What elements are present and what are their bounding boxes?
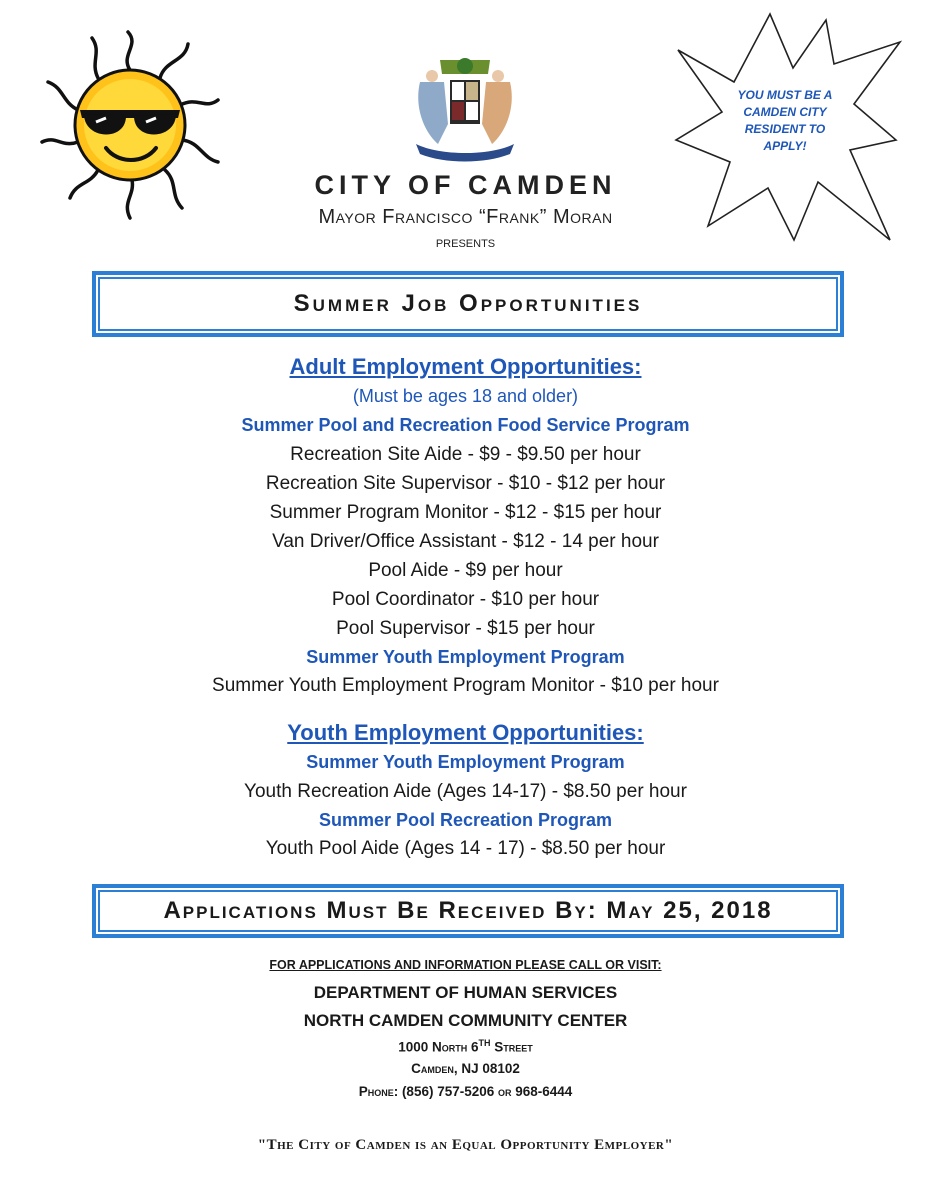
adult-program-2-name: Summer Youth Employment Program (306, 647, 625, 667)
city-title: CITY OF CAMDEN (314, 170, 617, 200)
department-name: DEPARTMENT OF HUMAN SERVICES (313, 983, 618, 1002)
job-line: Pool Supervisor - $15 per hour (336, 618, 595, 639)
job-line: Recreation Site Aide - $9 - $9.50 per hour (290, 444, 641, 465)
application-deadline-box (92, 884, 844, 938)
youth-section-heading: Youth Employment Opportunities: (287, 720, 644, 745)
adult-program-1-name: Summer Pool and Recreation Food Service Program (241, 415, 690, 435)
youth-program-2-name: Summer Pool Recreation Program (318, 810, 613, 830)
phone-numbers: Phone: (856) 757-5206 or 968-6444 (358, 1084, 573, 1099)
summer-jobs-title: Summer Job Opportunities (293, 290, 643, 317)
job-line: Pool Aide - $9 per hour (368, 560, 563, 581)
community-center-name: NORTH CAMDEN COMMUNITY CENTER (303, 1011, 628, 1030)
job-line: Recreation Site Supervisor - $10 - $12 per hour (265, 473, 666, 494)
adult-section-heading: Adult Employment Opportunities: (289, 354, 642, 379)
contact-intro: FOR APPLICATIONS AND INFORMATION PLEASE CALL OR VISIT: (269, 958, 662, 972)
summer-jobs-title-box (92, 271, 844, 337)
job-line: Pool Coordinator - $10 per hour (331, 589, 600, 610)
job-line: Youth Pool Aide (Ages 14 - 17) - $8.50 per hour (265, 838, 666, 859)
job-line: Summer Youth Employment Program Monitor - $10 per hour (212, 675, 719, 696)
job-line: Summer Program Monitor - $12 - $15 per hour (269, 502, 662, 523)
adult-age-note: (Must be ages 18 and older) (352, 386, 579, 406)
mayor-name: Mayor Francisco “Frank” Moran (318, 206, 613, 228)
job-line: Van Driver/Office Assistant - $12 - 14 per hour (272, 531, 659, 552)
residency-requirement-text: YOU MUST BE A CAMDEN CITY RESIDENT TO APPLY! (737, 88, 833, 153)
city-state-zip: Camden, NJ 08102 (411, 1061, 520, 1076)
application-deadline-text: Applications Must Be Received By: May 25, 2018 (163, 897, 773, 924)
street-address: 1000 North 6TH Street (398, 1038, 533, 1055)
city-seal-icon (410, 52, 520, 164)
presents-text: presents (435, 234, 496, 251)
job-line: Youth Recreation Aide (Ages 14-17) - $8.50 per hour (244, 781, 687, 802)
equal-opportunity-statement: "The City of Camden is an Equal Opportunity Employer" (257, 1137, 674, 1153)
youth-program-1-name: Summer Youth Employment Program (306, 752, 625, 772)
